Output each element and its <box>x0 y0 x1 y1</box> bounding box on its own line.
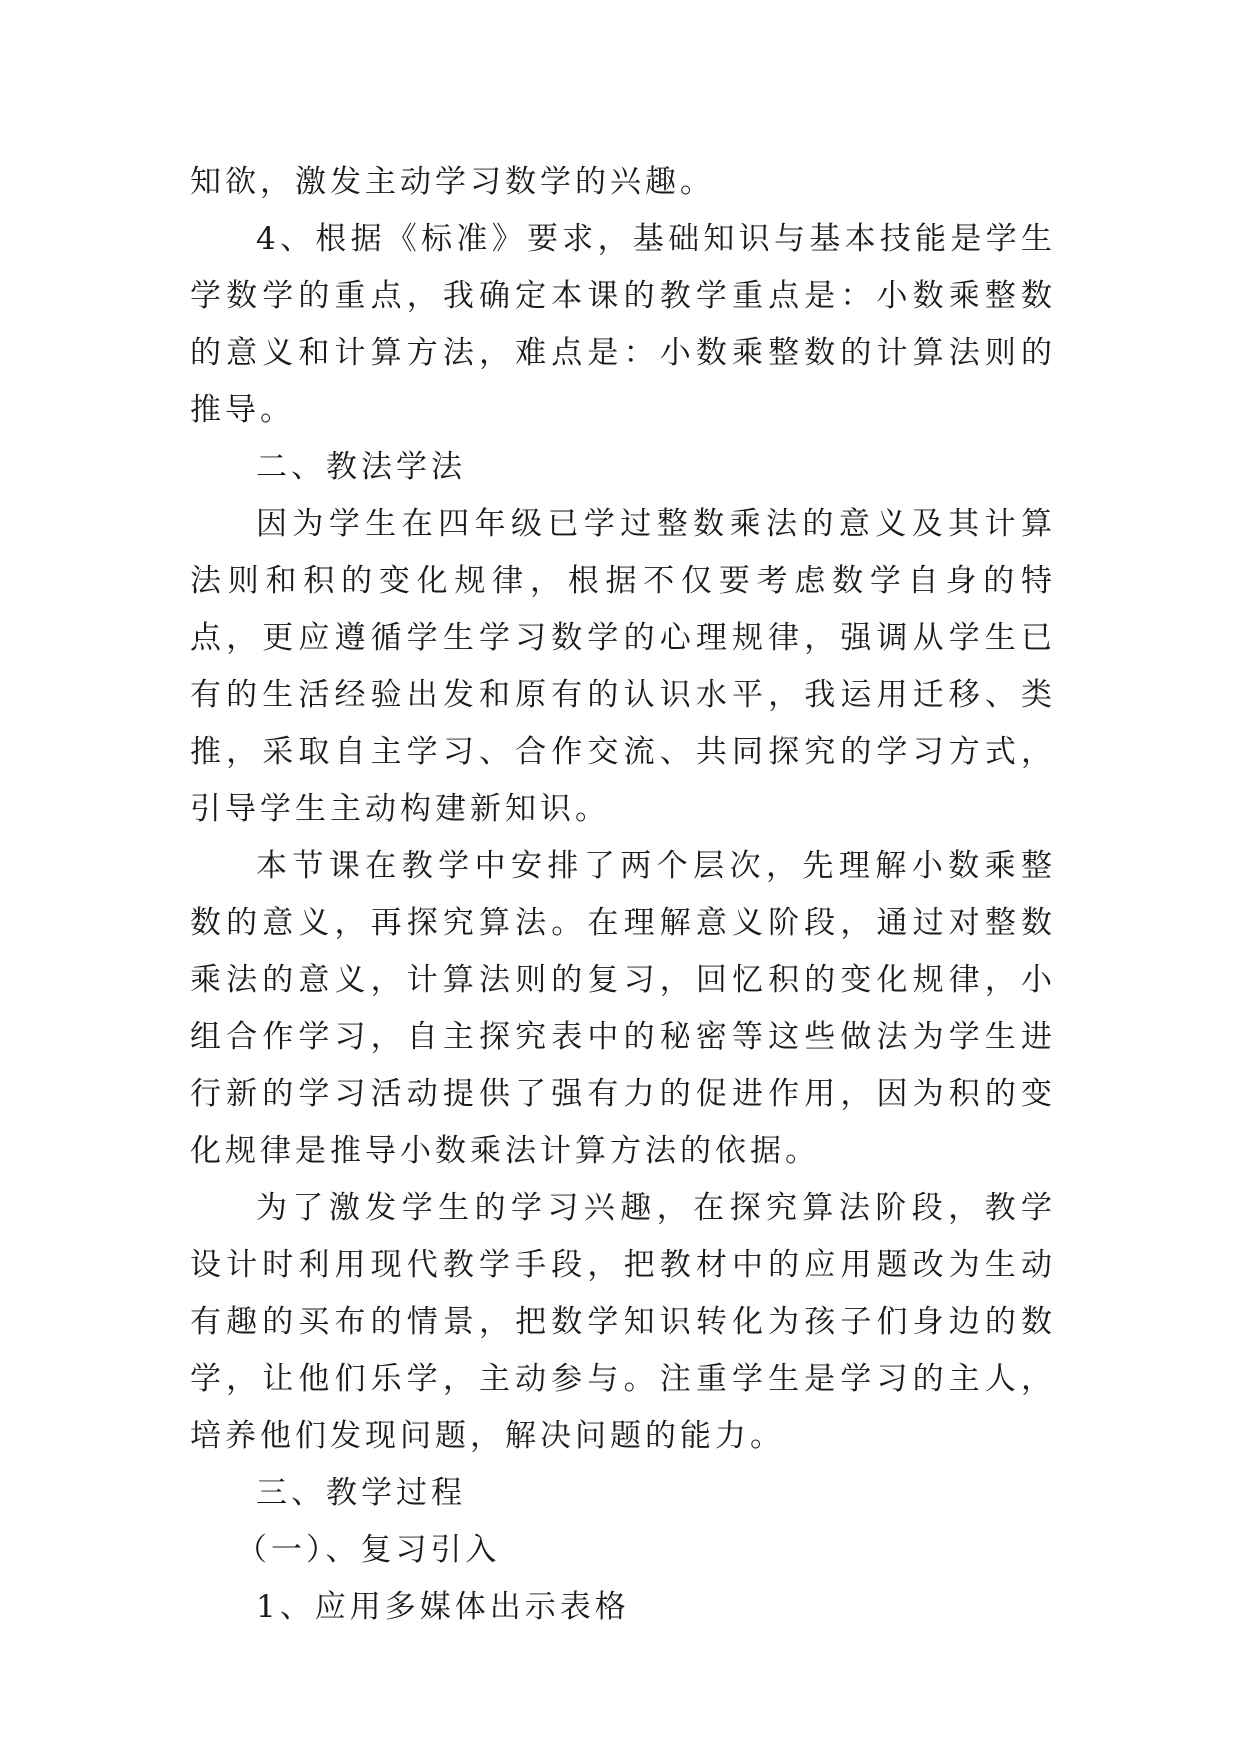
list-item-multimedia: 1、应用多媒体出示表格 <box>256 1589 630 1625</box>
subsection-heading-review: （一）、复习引入 <box>236 1532 501 1568</box>
section-heading-teaching-process: 三、教学过程 <box>256 1475 466 1511</box>
paragraph-continuation: 知欲，激发主动学习数学的兴趣。 <box>190 164 715 200</box>
document-body <box>190 154 1056 1636</box>
paragraph-lesson-levels: 本节课在教学中安排了两个层次，先理解小数乘整数的意义，再探究算法。在理解意义阶段，通过对整数乘法的意义，计算法则的复习，回忆积的变化规律，小组合作学习，自主探究表中的秘密等这些做法为学生进行新的学习活动提供了强有力的促进作用，因为积的变化规律是推导小数乘法计算方法的依据。 <box>190 848 1056 1169</box>
section-heading-teaching-methods: 二、教法学法 <box>256 449 466 485</box>
paragraph-teaching-methods: 因为学生在四年级已学过整数乘法的意义及其计算法则和积的变化规律，根据不仅要考虑数学自身的特点，更应遵循学生学习数学的心理规律，强调从学生已有的生活经验出发和原有的认识水平，我运用迁移、类推，采取自主学习、合作交流、共同探究的学习方式，引导学生主动构建新知识。 <box>190 506 1056 827</box>
paragraph-interest: 为了激发学生的学习兴趣，在探究算法阶段，教学设计时利用现代教学手段，把教材中的应用题改为生动有趣的买布的情景，把数学知识转化为孩子们身边的数学，让他们乐学，主动参与。注重学生是学习的主人，培养他们发现问题，解决问题的能力。 <box>190 1190 1056 1454</box>
paragraph-point-4: 4、根据《标准》要求，基础知识与基本技能是学生学数学的重点，我确定本课的教学重点是：小数乘整数的意义和计算方法，难点是：小数乘整数的计算法则的推导。 <box>190 221 1056 428</box>
